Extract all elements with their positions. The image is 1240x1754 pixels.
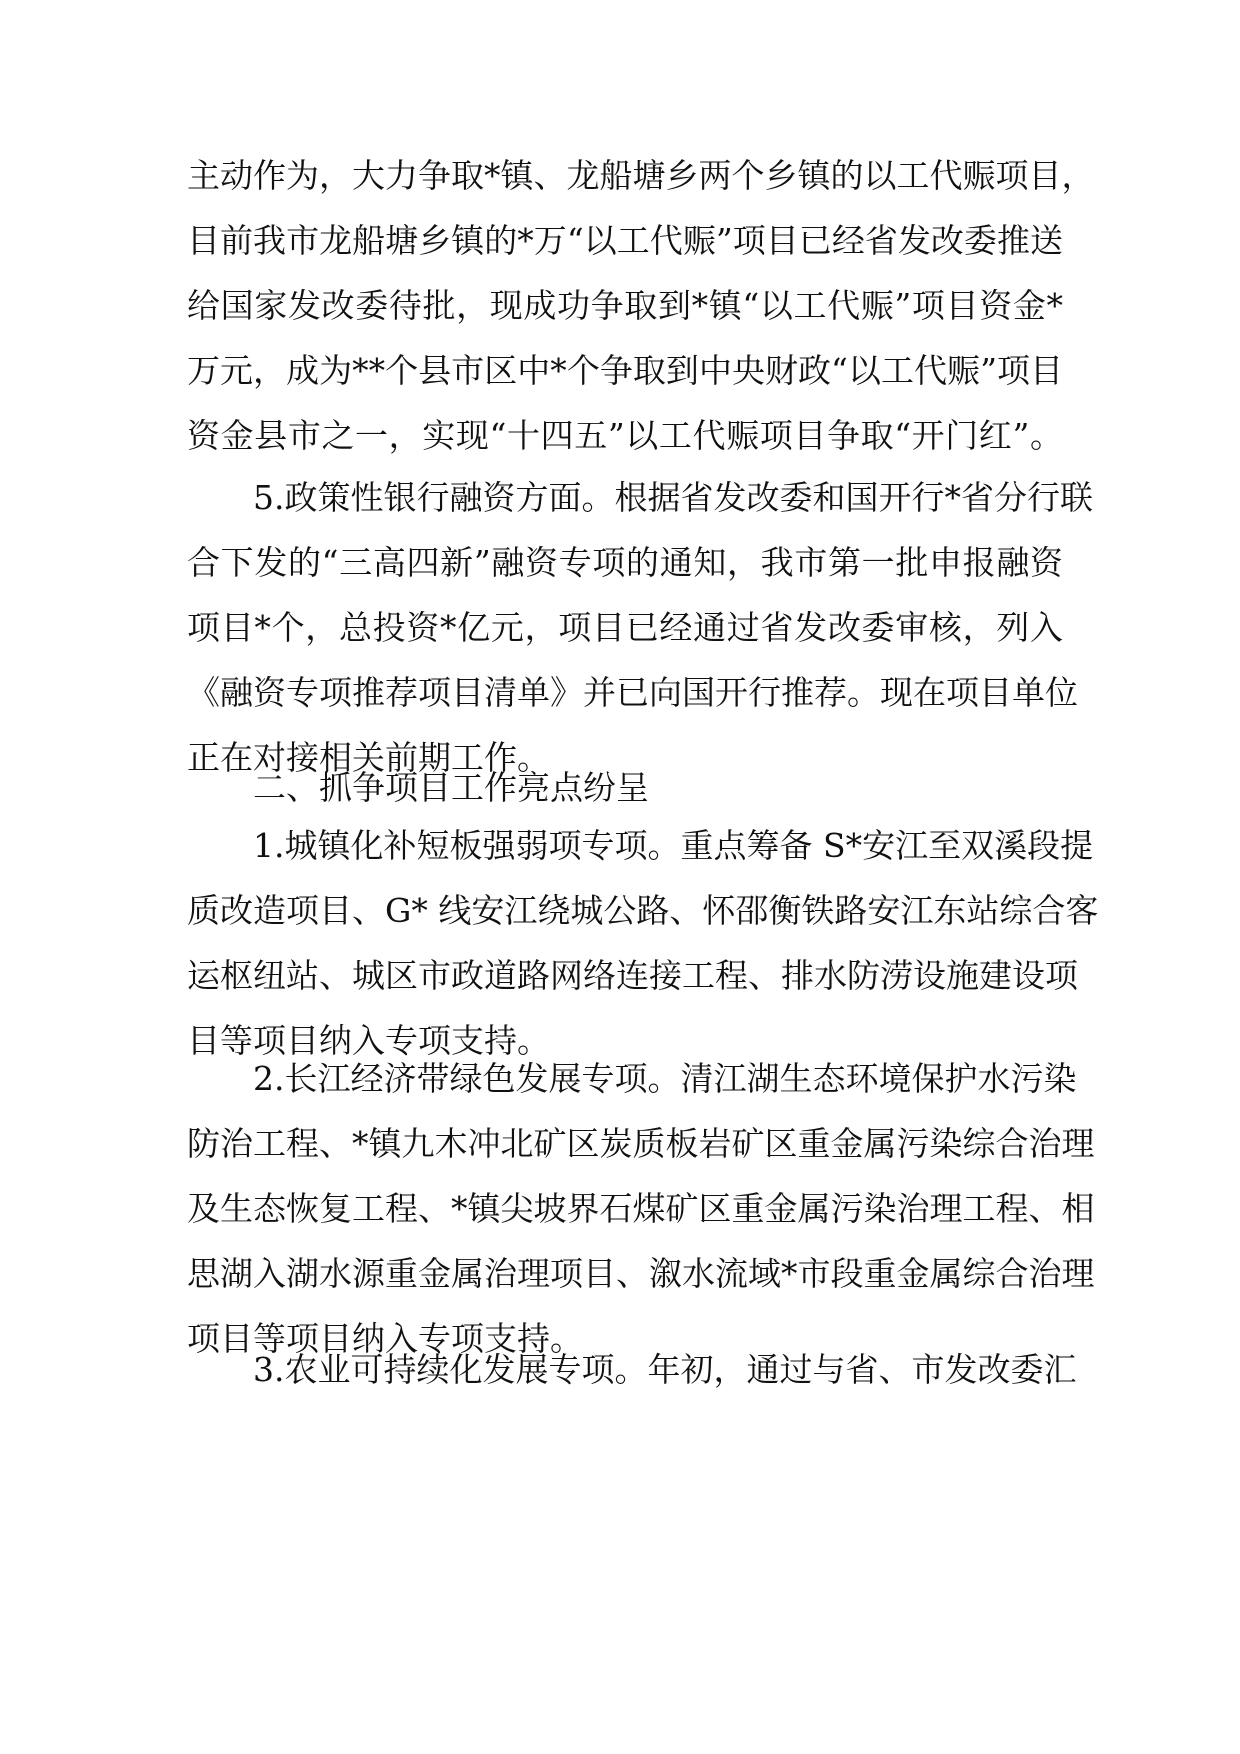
text-line: 主动作为，大力争取*镇、龙船塘乡两个乡镇的以工代赈项目， <box>187 156 1095 195</box>
text-line: 合下发的“三高四新”融资专项的通知，我市第一批申报融资 <box>187 543 1063 582</box>
text-line: 目等项目纳入专项支持。 <box>187 1021 550 1060</box>
section-heading <box>187 755 1063 820</box>
text-line: 万元，成为**个县市区中*个争取到中央财政“以工代赈”项目 <box>187 351 1063 390</box>
paragraph-item-1 <box>187 813 1099 1073</box>
section-heading-text: 二、抓争项目工作亮点纷呈 <box>253 768 649 807</box>
text-line: 1.城镇化补短板强弱项专项。重点筹备 S*安江至双溪段提 <box>253 826 1094 865</box>
paragraph-continued <box>187 143 1095 468</box>
text-line: 《融资专项推荐项目清单》并已向国开行推荐。现在项目单位 <box>187 673 1078 712</box>
paragraph-policy-bank-financing <box>187 465 1093 790</box>
text-line: 5.政策性银行融资方面。根据省发改委和国开行*省分行联 <box>253 478 1093 517</box>
text-line: 运枢纽站、城区市政道路网络连接工程、排水防涝设施建设项 <box>187 956 1078 995</box>
text-line: 3.农业可持续化发展专项。年初，通过与省、市发改委汇 <box>253 1350 1077 1389</box>
text-line: 资金县市之一，实现“十四五”以工代赈项目争取“开门红”。 <box>187 416 1063 455</box>
text-line: 项目等项目纳入专项支持。 <box>187 1319 583 1358</box>
text-line: 思湖入湖水源重金属治理项目、溆水流域*市段重金属综合治理 <box>187 1254 1095 1293</box>
text-line: 项目*个，总投资*亿元，项目已经通过省发改委审核，列入 <box>187 608 1063 647</box>
text-line: 目前我市龙船塘乡镇的*万“以工代赈”项目已经省发改委推送 <box>187 221 1063 260</box>
text-line: 正在对接相关前期工作。 <box>187 738 550 777</box>
text-line: 2.长江经济带绿色发展专项。清江湖生态环境保护水污染 <box>253 1059 1077 1098</box>
text-line: 给国家发改委待批，现成功争取到*镇“以工代赈”项目资金* <box>187 286 1063 325</box>
paragraph-item-2 <box>187 1046 1095 1371</box>
text-line: 质改造项目、G* 线安江绕城公路、怀邵衡铁路安江东站综合客 <box>187 891 1099 930</box>
text-line: 防治工程、*镇九木冲北矿区炭质板岩矿区重金属污染综合治理 <box>187 1124 1095 1163</box>
text-line: 及生态恢复工程、*镇尖坡界石煤矿区重金属污染治理工程、相 <box>187 1189 1095 1228</box>
paragraph-item-3 <box>187 1337 1077 1402</box>
